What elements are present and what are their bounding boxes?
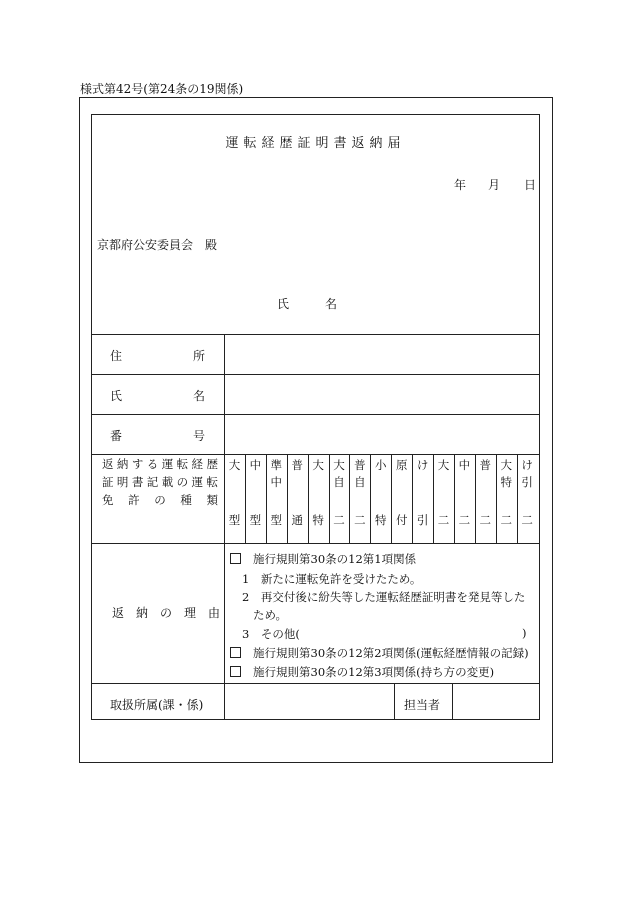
checkbox-rule2[interactable] (230, 647, 241, 658)
kinds-label-char: 書 (131, 475, 144, 489)
license-kind-bottom: 型 (249, 513, 262, 527)
license-kind-top: け 引 (521, 458, 533, 489)
license-kind-top: 小 (375, 458, 387, 472)
kinds-label-char: 類 (206, 493, 218, 507)
license-kind-bottom: 引 (416, 513, 429, 527)
license-kind-bottom: 型 (270, 513, 283, 527)
checkbox-rule1[interactable] (230, 553, 241, 564)
applicant-name-label: 氏 名 (277, 297, 350, 311)
kinds-label-char: 返 (102, 457, 114, 471)
kinds-label-char: す (131, 457, 144, 471)
license-kind-top: 大 (228, 458, 241, 472)
license-kind-bottom: 二 (521, 513, 533, 527)
addressee: 京都府公安委員会 殿 (97, 238, 218, 252)
number-label: 番 号 (110, 429, 205, 443)
number-field[interactable] (225, 415, 539, 454)
license-kind-top: 大 (312, 458, 324, 472)
reason-label: 返 納 の 理 由 (112, 606, 221, 620)
license-kind-top: 大 (437, 458, 450, 472)
license-kind-bottom: 二 (500, 513, 512, 527)
license-kind-top: け (416, 458, 429, 472)
kinds-label-char: 許 (128, 493, 140, 507)
handling-office-field[interactable] (225, 684, 393, 720)
license-kind-bottom: 型 (228, 513, 241, 527)
license-kind-top: 中 (458, 458, 471, 472)
kinds-label-char: 経 (191, 457, 204, 471)
license-kind-bottom: 通 (291, 513, 303, 527)
kinds-label-char: 記 (146, 475, 159, 489)
form-title: 運転経歴証明書返納届 (225, 136, 406, 151)
license-kinds-label (102, 455, 222, 509)
reason-rule2: 施行規則第30条の12第2項関係(運転経歴情報の記録) (230, 645, 529, 661)
license-kind-bottom: 二 (458, 513, 471, 527)
license-kind-top: 原 (395, 458, 408, 472)
license-kind-top: 大 特 (500, 458, 512, 489)
license-kind-bottom: 付 (395, 513, 408, 527)
kinds-label-char: 運 (161, 457, 174, 471)
form-number: 様式第42号(第24条の19関係) (80, 82, 244, 96)
license-kind-top: 普 自 (354, 458, 366, 489)
kinds-label-char: 載 (161, 475, 174, 489)
kinds-label-char: 納 (116, 457, 129, 471)
address-label: 住 所 (110, 349, 205, 363)
license-kind-bottom: 二 (479, 513, 492, 527)
date-month: 月 (488, 178, 501, 192)
reason-3-close: ) (522, 626, 527, 640)
grid-line (394, 683, 395, 720)
kinds-label-char: 証 (102, 475, 114, 489)
checkbox-rule3[interactable] (230, 666, 241, 677)
kinds-label-char: の (154, 493, 166, 507)
grid-line (92, 543, 539, 544)
kinds-label-char: 免 (102, 493, 114, 507)
reason-2a: 2 再交付後に紛失等した運転経歴証明書を発見等した (242, 590, 526, 604)
kinds-label-char: 転 (176, 457, 189, 471)
reason-rule1: 施行規則第30条の12第1項関係 (230, 551, 416, 567)
license-kind-top: 普 (291, 458, 303, 472)
kinds-label-char: 種 (180, 493, 192, 507)
date-year: 年 (454, 178, 467, 192)
reason-rule3: 施行規則第30条の12第3項関係(持ち方の変更) (230, 664, 494, 680)
reason-2b: ため。 (253, 608, 288, 622)
kinds-label-char: の (176, 475, 189, 489)
reason-3-input[interactable] (304, 626, 514, 641)
license-kind-bottom: 特 (312, 513, 324, 527)
license-kind-bottom: 特 (375, 513, 387, 527)
address-field[interactable] (225, 335, 539, 374)
kinds-label-char: る (146, 457, 159, 471)
license-kind-bottom: 二 (333, 513, 345, 527)
license-kind-bottom: 二 (354, 513, 366, 527)
reason-3: 3 その他( (242, 627, 300, 641)
date-day: 日 (524, 178, 537, 192)
kinds-label-char: 歴 (206, 457, 218, 471)
name-label: 氏 名 (110, 389, 205, 403)
kinds-label-char: 運 (191, 475, 204, 489)
person-in-charge-label: 担当者 (404, 698, 441, 712)
license-kind-bottom: 二 (437, 513, 450, 527)
license-kind-top: 普 (479, 458, 492, 472)
inner-frame (91, 114, 540, 720)
kinds-label-char: 転 (206, 475, 218, 489)
kinds-label-char: 明 (116, 475, 129, 489)
license-kind-top: 中 (249, 458, 262, 472)
person-in-charge-field[interactable] (453, 684, 539, 720)
name-field[interactable] (225, 375, 539, 414)
reason-1: 1 新たに運転免許を受けたため。 (242, 572, 422, 586)
license-kind-top: 準 中 (270, 458, 283, 489)
handling-office-label: 取扱所属(課・係) (110, 698, 204, 712)
license-kind-top: 大 自 (333, 458, 345, 489)
